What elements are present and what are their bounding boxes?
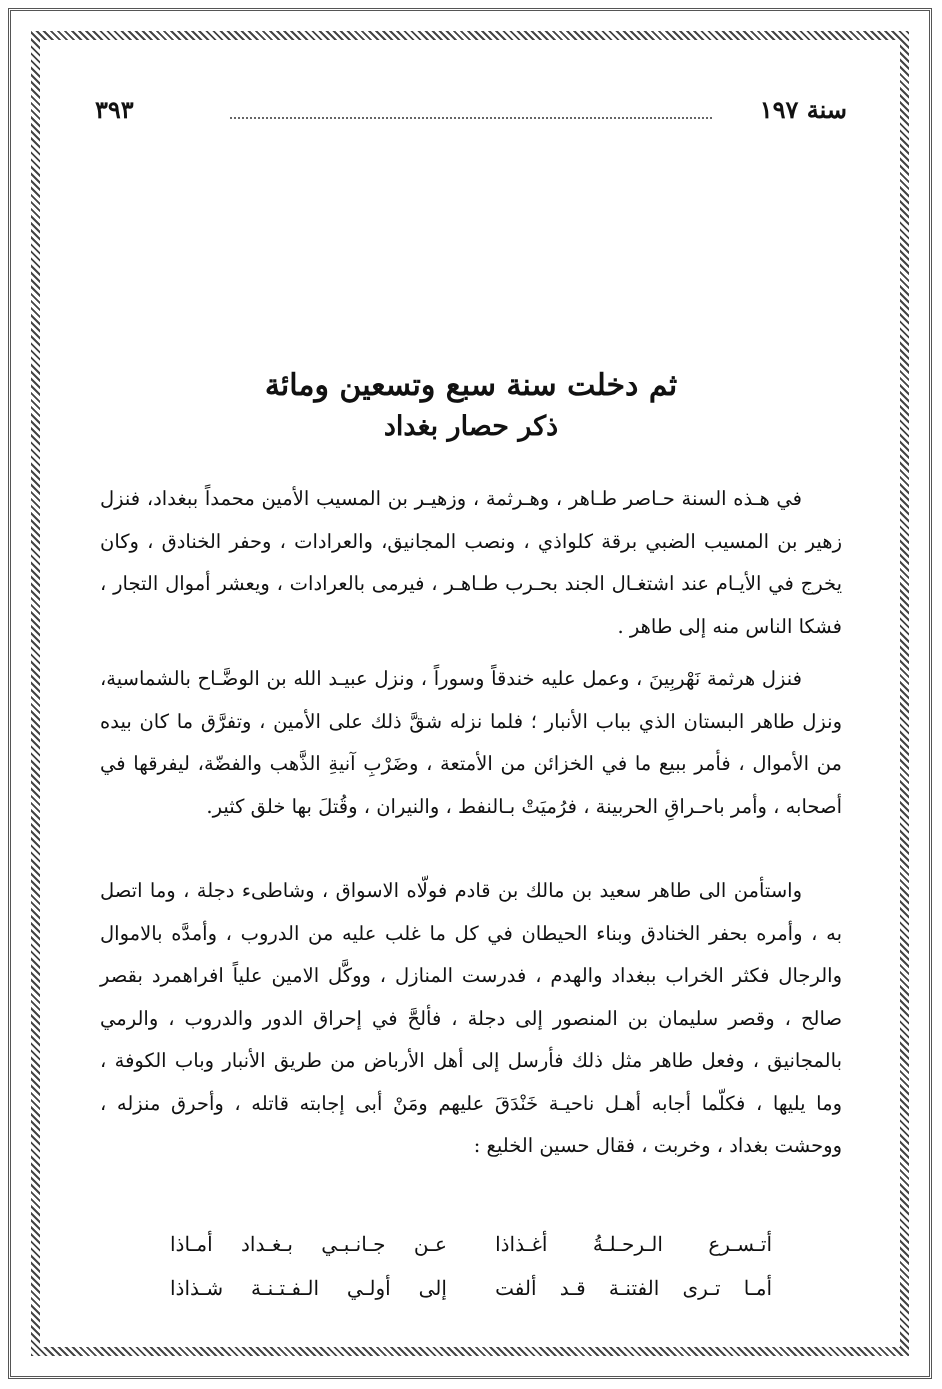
verse-second-hemistich: إلى أولـي الـفـتـنـة شـذاذا: [170, 1276, 447, 1300]
section-title: ذكر حصار بغداد: [383, 411, 559, 442]
poem: [170, 1222, 772, 1310]
paragraph: واستأمن الى طاهر سعيد بن مالك بن قادم فولّاه الاسواق ، وشاطىء دجلة ، وما اتصل به ، وأمره بحفر الخنادق وبناء الحيطان في كل ما غلب عليه من الدروب ، وأمدَّه بالاموال والرجال فكثر الخراب ببغداد والهدم ، فدرست المنازل ، ووكَّل الامين علياً افراهمرد بقصر صالح ، وقصر سليمان بن المنصور إلى دجلة ، فألحَّ في إحراق الدور والدروب ، والرمي بالمجانيق ، وفعل طاهر مثل ذلك فأرسل إلى أهل الأرباض من طريق الأنبار وباب الكوفة ، وما يليها ، فكلّما أجابه أهـل ناحيـة خَنْدَقَ عليهم ومَنْ أبى إجابته قاتله ، وأحرق منزله ، ووحشت بغداد ، وخربت ، فقال حسين الخليع :: [100, 879, 842, 1157]
chapter-title: ثم دخلت سنة سبع وتسعين ومائة: [264, 368, 678, 403]
body-text: [100, 478, 842, 1168]
paragraph: في هـذه السنة حـاصر طـاهر ، وهـرثمة ، وزهيـر بن المسيب الأمين محمداً ببغداد، فنزل زهير بن المسيب الضبي برقة كلواذي ، ونصب المجانيق، والعرادات ، وحفر الخنادق ، وكان يخرج في الأيـام عند اشتغـال الجند بحـرب طـاهـر ، فيرمى بالعرادات ، ويعشر أموال التجار ، فشكا الناس منه إلى طاهر .: [100, 487, 842, 638]
paragraph: فنزل هرثمة نَهْربِينَ ، وعمل عليه خندقاً وسوراً ، ونزل عبيـد الله بن الوضَّـاح بالشماسية، ونزل طاهر البستان الذي بباب الأنبار ؛ فلما نزله شقَّ ذلك على الأمين ، وتفرَّق ما كان بيده من الأموال ، فأمر ببيع ما في الخزائن من الأمتعة ، وضَرْبِ آنيةِ الذَّهب والفضّة، ليفرقها في أصحابه ، وأمر باحـراقِ الحربينة ، فرُميَتْ بـالنفط ، والنيران ، وقُتلَ بها خلق كثير.: [100, 667, 842, 818]
page-header: [95, 95, 847, 135]
header-dotted-rule: [230, 117, 712, 119]
poem-verse: [170, 1222, 772, 1266]
poem-verse: [170, 1266, 772, 1310]
page-number: ٣٩٣: [95, 95, 134, 124]
verse-first-hemistich: أمـا تـرى الفتنـة قـد ألفت: [495, 1276, 772, 1300]
verse-first-hemistich: أتـسـرع الـرحـلـةُ أغـذاذا: [495, 1232, 772, 1256]
verse-second-hemistich: عـن جـانـبـي بـغـداد أمـاذا: [170, 1232, 447, 1256]
running-header-title: سنة ١٩٧: [759, 95, 847, 124]
chapter-titles: [95, 368, 847, 442]
